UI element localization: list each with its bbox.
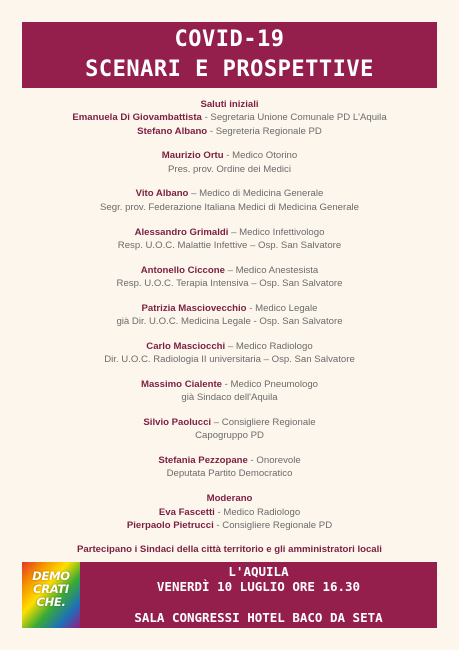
- speaker-block: [22, 340, 437, 367]
- speaker-line: [22, 378, 437, 391]
- speaker-line: [22, 201, 437, 214]
- speaker-name: Stefania Pezzopane: [158, 455, 248, 467]
- section-heading: Moderano: [206, 493, 253, 505]
- speaker-role: – Consigliere Regionale: [211, 417, 316, 429]
- speaker-affiliation: Deputata Partito Democratico: [166, 468, 293, 480]
- speaker-affiliation: Dir. U.O.C. Radiologia II universitaria – Osp. San Salvatore: [104, 354, 355, 366]
- event-date: VENERDÌ 10 LUGLIO ORE 16.30: [156, 579, 361, 594]
- speaker-line: [22, 340, 437, 353]
- speaker-line: [22, 454, 437, 467]
- logo-line-3: CHE.: [36, 595, 66, 609]
- speaker-line: [22, 315, 437, 328]
- speaker-role: - Segreteria Regionale PD: [207, 125, 322, 137]
- speaker-role: - Medico Otorino: [223, 150, 298, 162]
- logo-line-1: DEMO: [32, 569, 70, 583]
- speaker-name: Emanuela Di Giovambattista: [72, 112, 202, 124]
- speaker-line: [22, 111, 437, 124]
- event-venue: SALA CONGRESSI HOTEL BACO DA SETA: [134, 610, 383, 625]
- speaker-name: Stefano Albano: [137, 125, 208, 137]
- speaker-block: [22, 149, 437, 176]
- speaker-affiliation: Segr. prov. Federazione Italiana Medici di Medicina Generale: [100, 201, 359, 213]
- speaker-role: – Medico Radiologo: [225, 340, 313, 352]
- speaker-line: [22, 416, 437, 429]
- speaker-affiliation: Resp. U.O.C. Terapia Intensiva – Osp. San Salvatore: [116, 277, 343, 289]
- speaker-block: [22, 226, 437, 253]
- speaker-line: [22, 302, 437, 315]
- speaker-name: Pierpaolo Pietrucci: [126, 519, 214, 531]
- speaker-affiliation: già Sindaco dell'Aquila: [181, 392, 278, 404]
- speaker-block: [22, 98, 437, 138]
- speaker-affiliation: già Dir. U.O.C. Medicina Legale - Osp. San Salvatore: [116, 316, 343, 328]
- speaker-line: [22, 239, 437, 252]
- speaker-block: [22, 416, 437, 443]
- speaker-affiliation: Capogruppo PD: [195, 430, 264, 442]
- speaker-line: [22, 492, 437, 505]
- event-info-banner: [80, 562, 437, 628]
- speaker-role: - Consigliere Regionale PD: [213, 519, 333, 531]
- speaker-role: - Medico Legale: [246, 302, 318, 314]
- speaker-block: [22, 187, 437, 214]
- speaker-line: [22, 98, 437, 111]
- speaker-line: [22, 149, 437, 162]
- speaker-line: [22, 519, 437, 532]
- speaker-role: – Medico di Medicina Generale: [188, 188, 324, 200]
- title-banner: [22, 22, 437, 88]
- title-line-2: SCENARI E PROSPETTIVE: [85, 57, 374, 82]
- logo-line-2: CRATI: [33, 582, 69, 596]
- speaker-block: [22, 264, 437, 291]
- speakers-list: [22, 98, 437, 532]
- democratiche-logo: [22, 562, 80, 628]
- speaker-line: [22, 163, 437, 176]
- speaker-name: Alessandro Grimaldi: [134, 226, 229, 238]
- speaker-affiliation: Resp. U.O.C. Malattie Infettive – Osp. San Salvatore: [117, 239, 342, 251]
- speaker-block: [22, 454, 437, 481]
- speaker-line: [22, 264, 437, 277]
- speaker-block: [22, 378, 437, 405]
- speaker-name: Maurizio Ortu: [161, 150, 224, 162]
- speaker-line: [22, 187, 437, 200]
- speaker-name: Eva Fascetti: [158, 506, 215, 518]
- speaker-name: Vito Albano: [135, 188, 189, 200]
- speaker-role: - Onorevole: [247, 455, 301, 467]
- speaker-line: [22, 353, 437, 366]
- speaker-name: Antonello Ciccone: [140, 264, 225, 276]
- speaker-line: [22, 125, 437, 138]
- speaker-name: Massimo Cialente: [140, 378, 223, 390]
- speaker-role: - Medico Radiologo: [214, 506, 301, 518]
- speaker-role: - Medico Pneumologo: [222, 378, 319, 390]
- speaker-line: [22, 506, 437, 519]
- speaker-affiliation: Pres. prov. Ordine dei Medici: [168, 163, 291, 175]
- event-city: L'AQUILA: [228, 564, 289, 579]
- speaker-role: - Segretaria Unione Comunale PD L'Aquila: [201, 112, 387, 124]
- speaker-name: Patrizia Masciovecchio: [141, 302, 247, 314]
- speaker-line: [22, 391, 437, 404]
- speaker-line: [22, 467, 437, 480]
- title-line-1: COVID-19: [174, 27, 285, 52]
- speaker-block: [22, 492, 437, 532]
- speaker-block: [22, 302, 437, 329]
- speaker-line: [22, 429, 437, 442]
- speaker-line: [22, 226, 437, 239]
- speaker-name: Carlo Masciocchi: [146, 340, 226, 352]
- section-heading: Saluti iniziali: [200, 99, 259, 110]
- speaker-name: Silvio Paolucci: [143, 417, 212, 429]
- speaker-line: [22, 277, 437, 290]
- speaker-role: – Medico Infettivologo: [228, 226, 325, 238]
- speaker-role: – Medico Anestesista: [224, 264, 319, 276]
- participants-note: Partecipano i Sindaci della città territorio e gli amministratori locali: [77, 544, 382, 555]
